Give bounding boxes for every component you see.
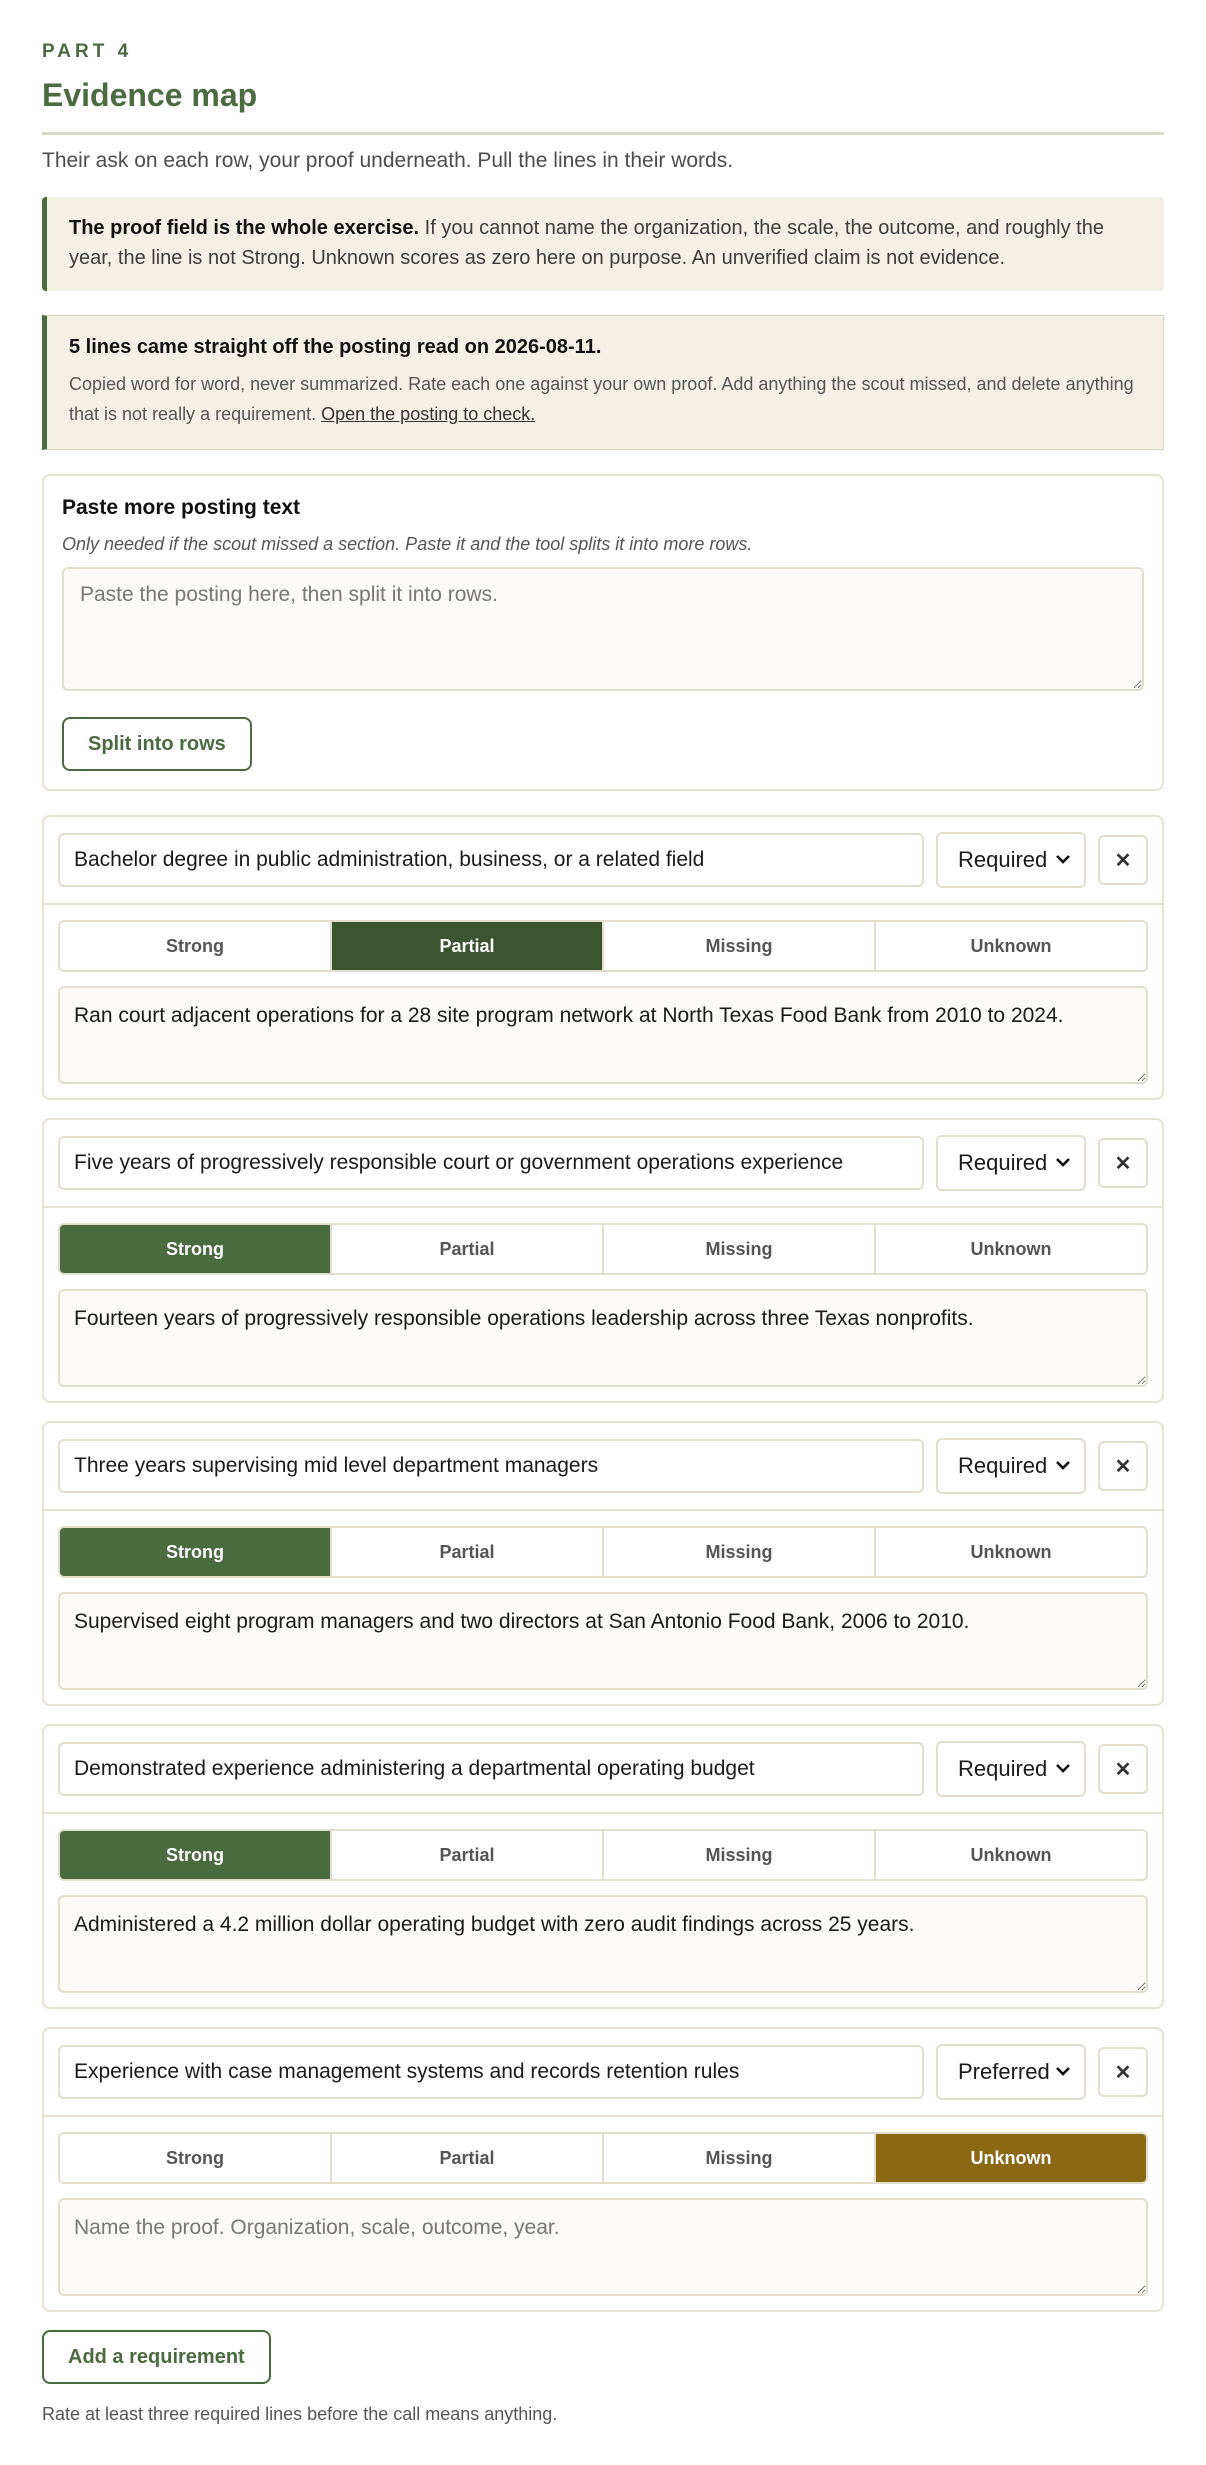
delete-requirement-button[interactable] [1098, 1441, 1148, 1491]
chevron-down-icon [1056, 1457, 1070, 1475]
proof-input[interactable] [58, 1895, 1148, 1993]
rating-option-missing[interactable]: Missing [602, 1528, 874, 1576]
requirement-text-input[interactable] [58, 2045, 924, 2099]
requirement-header [44, 1423, 1162, 1511]
requirement-text-input[interactable] [58, 1742, 924, 1796]
proof-input[interactable] [58, 1289, 1148, 1387]
rating-segmented-control [58, 1526, 1148, 1578]
rating-option-partial[interactable]: Partial [330, 922, 602, 970]
notice-title: 5 lines came straight off the posting read on 2026-08-11. [69, 336, 602, 358]
notice-body [69, 369, 1141, 429]
rating-segmented-control [58, 1223, 1148, 1275]
priority-select[interactable] [936, 1438, 1086, 1494]
page-title: Evidence map [42, 77, 1164, 135]
requirement-body [44, 905, 1162, 1098]
requirement-row [42, 1118, 1164, 1403]
section-eyebrow: PART 4 [42, 41, 133, 62]
callout-bold: The proof field is the whole exercise. [69, 217, 420, 239]
page-header [42, 41, 1164, 173]
footer-note: Rate at least three required lines before the call means anything. [42, 2404, 558, 2424]
chevron-down-icon [1056, 2063, 1070, 2081]
rating-option-strong[interactable]: Strong [60, 2134, 330, 2182]
rating-option-missing[interactable]: Missing [602, 1831, 874, 1879]
requirements-list [42, 815, 1164, 2312]
delete-requirement-button[interactable] [1098, 835, 1148, 885]
rating-option-missing[interactable]: Missing [602, 922, 874, 970]
rating-option-missing[interactable]: Missing [602, 1225, 874, 1273]
rating-option-unknown[interactable]: Unknown [874, 1528, 1146, 1576]
paste-subtitle: Only needed if the scout missed a section. Paste it and the tool splits it into more rows. [62, 534, 753, 554]
paste-posting-card [42, 474, 1164, 791]
rating-option-strong[interactable]: Strong [60, 1528, 330, 1576]
priority-select[interactable] [936, 1135, 1086, 1191]
open-posting-link[interactable]: Open the posting to check. [321, 404, 536, 424]
proof-input[interactable] [58, 2198, 1148, 2296]
requirement-header [44, 2029, 1162, 2117]
requirement-text-input[interactable] [58, 833, 924, 887]
priority-value: Required [958, 847, 1048, 872]
rating-segmented-control [58, 1829, 1148, 1881]
rating-option-strong[interactable]: Strong [60, 1831, 330, 1879]
priority-value: Preferred [958, 2059, 1050, 2084]
rating-option-partial[interactable]: Partial [330, 1831, 602, 1879]
paste-title: Paste more posting text [62, 496, 301, 519]
rating-option-unknown[interactable]: Unknown [874, 922, 1146, 970]
scout-notice [42, 315, 1164, 450]
proof-input[interactable] [58, 986, 1148, 1084]
requirement-body [44, 2117, 1162, 2310]
requirement-text-input[interactable] [58, 1136, 924, 1190]
close-icon: ✕ [1114, 1455, 1132, 1478]
requirement-body [44, 1511, 1162, 1704]
close-icon: ✕ [1114, 1758, 1132, 1781]
rating-option-strong[interactable]: Strong [60, 1225, 330, 1273]
close-icon: ✕ [1114, 1152, 1132, 1175]
close-icon: ✕ [1114, 849, 1132, 872]
add-requirement-button[interactable]: Add a requirement [42, 2330, 271, 2384]
delete-requirement-button[interactable] [1098, 2047, 1148, 2097]
rating-option-unknown[interactable]: Unknown [874, 2134, 1146, 2182]
requirement-text-input[interactable] [58, 1439, 924, 1493]
priority-value: Required [958, 1453, 1048, 1478]
delete-requirement-button[interactable] [1098, 1744, 1148, 1794]
rating-option-partial[interactable]: Partial [330, 1225, 602, 1273]
close-icon: ✕ [1114, 2061, 1132, 2084]
chevron-down-icon [1056, 1154, 1070, 1172]
chevron-down-icon [1056, 1760, 1070, 1778]
rating-option-partial[interactable]: Partial [330, 1528, 602, 1576]
notice-text: Copied word for word, never summarized. Rate each one against your own proof. Add anything the scout missed, and delete anything that is not really a requirement. [69, 374, 1134, 424]
requirement-row [42, 1421, 1164, 1706]
requirement-header [44, 1726, 1162, 1814]
rating-option-strong[interactable]: Strong [60, 922, 330, 970]
rating-option-unknown[interactable]: Unknown [874, 1225, 1146, 1273]
rating-segmented-control [58, 920, 1148, 972]
delete-requirement-button[interactable] [1098, 1138, 1148, 1188]
requirement-row [42, 815, 1164, 1100]
callout-text: If you cannot name the organization, the scale, the outcome, and roughly the year, the line is not Strong. Unknown scores as zero here on purpose. An unverified claim is not evidence. [69, 217, 1104, 269]
priority-select[interactable] [936, 1741, 1086, 1797]
requirement-row [42, 2027, 1164, 2312]
chevron-down-icon [1056, 851, 1070, 869]
proof-input[interactable] [58, 1592, 1148, 1690]
requirement-body [44, 1208, 1162, 1401]
priority-select[interactable] [936, 2044, 1086, 2100]
rating-option-unknown[interactable]: Unknown [874, 1831, 1146, 1879]
paste-posting-input[interactable] [62, 567, 1144, 691]
priority-value: Required [958, 1756, 1048, 1781]
requirement-header [44, 817, 1162, 905]
priority-value: Required [958, 1150, 1048, 1175]
split-into-rows-button[interactable]: Split into rows [62, 717, 252, 771]
requirement-row [42, 1724, 1164, 2009]
page-intro: Their ask on each row, your proof underneath. Pull the lines in their words. [42, 149, 734, 172]
rating-segmented-control [58, 2132, 1148, 2184]
requirement-header [44, 1120, 1162, 1208]
requirement-body [44, 1814, 1162, 2007]
rating-option-missing[interactable]: Missing [602, 2134, 874, 2182]
priority-select[interactable] [936, 832, 1086, 888]
proof-callout [42, 197, 1164, 291]
rating-option-partial[interactable]: Partial [330, 2134, 602, 2182]
